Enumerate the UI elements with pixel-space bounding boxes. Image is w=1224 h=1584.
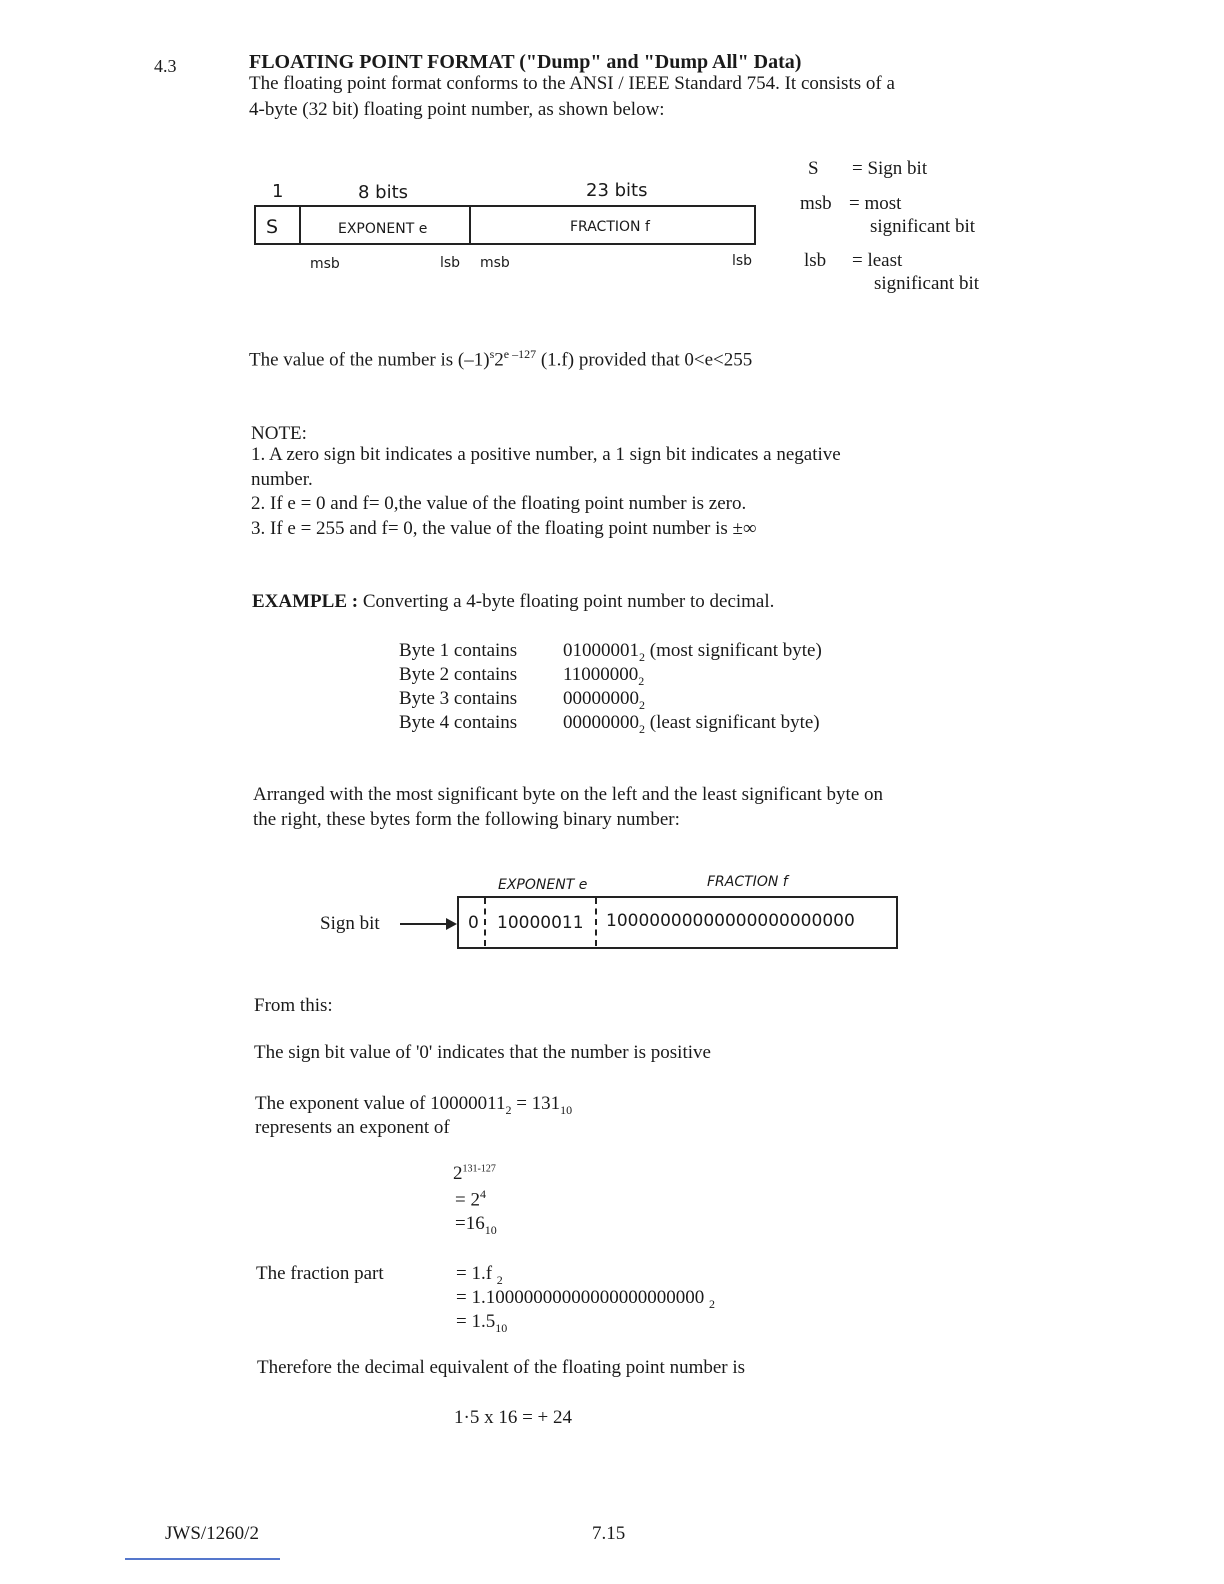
legend-key: msb xyxy=(800,193,832,214)
byte-value: $11000000_2$ xyxy=(563,664,645,688)
fraction-value: 10000000000000000000000 xyxy=(606,911,855,931)
legend-key: S xyxy=(808,158,819,179)
arranged-line-1: Arranged with the most significant byte on the left and the least significant byte on xyxy=(253,784,884,805)
fraction-width: 23 bits xyxy=(586,180,648,201)
exp-calc-3: $=16_{10}$ xyxy=(455,1213,497,1237)
fraction-calc-1: = 1.f $_2$ xyxy=(456,1263,503,1287)
byte-value: $00000000_2$ (least significant byte) xyxy=(563,712,820,736)
note-title: NOTE: xyxy=(251,423,307,444)
exp-calc-2: = $2^4$ xyxy=(455,1187,486,1211)
legend-value: = Sign bit xyxy=(852,158,928,179)
frac-msb: msb xyxy=(480,255,510,271)
note-item: 1. A zero sign bit indicates a positive number, a 1 sign bit indicates a negative xyxy=(251,444,841,465)
sign-explanation: The sign bit value of '0' indicates that the number is positive xyxy=(254,1042,711,1063)
intro-line-1: The floating point format conforms to the ANSI / IEEE Standard 754. It consists of a xyxy=(249,73,895,94)
result: 1·5 x 16 = + 24 xyxy=(454,1407,573,1428)
example-heading: EXAMPLE : Converting a 4-byte floating point number to decimal. xyxy=(252,591,775,612)
fraction-label: FRACTION f xyxy=(707,874,788,890)
legend-key: lsb xyxy=(804,250,827,271)
exponent-explanation: The exponent value of $10000011_2 = 131_{10}$ xyxy=(255,1093,573,1117)
sign-cell: S xyxy=(266,216,279,238)
frac-lsb: lsb xyxy=(732,253,753,269)
exp-lsb: lsb xyxy=(440,255,461,271)
byte-label: Byte 3 contains xyxy=(399,688,518,709)
byte-label: Byte 4 contains xyxy=(399,712,518,733)
value-formula: The value of the number is $(-1)^s2^{e -127}$ (1.f) provided that 0<e<255 xyxy=(249,347,753,371)
therefore-text: Therefore the decimal equivalent of the floating point number is xyxy=(257,1357,746,1378)
legend-value-cont: significant bit xyxy=(874,273,980,294)
exp-msb: msb xyxy=(310,256,340,272)
fraction-cell: FRACTION f xyxy=(570,219,650,235)
note-item: 3. If e = 255 and f= 0, the value of the floating point number is ±∞ xyxy=(251,518,757,539)
legend-value: = most xyxy=(849,193,902,214)
arranged-line-2: the right, these bytes form the following binary number: xyxy=(253,809,680,830)
byte-value: $01000001_2$ (most significant byte) xyxy=(563,640,822,664)
note-item: 2. If e = 0 and f= 0,the value of the floating point number is zero. xyxy=(251,493,747,514)
note-item: number. xyxy=(251,469,313,490)
exponent-label: EXPONENT e xyxy=(498,877,588,893)
byte-label: Byte 2 contains xyxy=(399,664,518,685)
legend-value-cont: significant bit xyxy=(870,216,976,237)
fraction-calc-3: = $1.5_{10}$ xyxy=(456,1311,508,1335)
byte-value: $00000000_2$ xyxy=(563,688,645,712)
exp-calc-1: 2$^{131-127}$ xyxy=(453,1163,496,1184)
exponent-value: 10000011 xyxy=(497,913,584,933)
sign-bit-label: Sign bit xyxy=(320,913,380,934)
legend-value: = least xyxy=(852,250,903,271)
arrow-icon xyxy=(400,923,450,925)
exponent-cell: EXPONENT e xyxy=(338,221,428,237)
exponent-explanation-2: represents an exponent of xyxy=(255,1117,450,1138)
sign-width: 1 xyxy=(272,181,284,202)
fraction-calc-2: = 1.10000000000000000000000 $_2$ xyxy=(456,1287,715,1311)
footer-page-number: 7.15 xyxy=(592,1523,626,1544)
section-number: 4.3 xyxy=(154,56,177,76)
from-this: From this: xyxy=(254,995,333,1016)
footer-doc-id: JWS/1260/2 xyxy=(165,1523,259,1544)
byte-label: Byte 1 contains xyxy=(399,640,518,661)
sign-value: 0 xyxy=(468,913,479,933)
section-title: FLOATING POINT FORMAT ("Dump" and "Dump All" Data) xyxy=(249,51,802,73)
fraction-label-text: The fraction part xyxy=(256,1263,384,1284)
intro-line-2: 4-byte (32 bit) floating point number, as shown below: xyxy=(249,99,665,120)
exponent-width: 8 bits xyxy=(358,182,409,203)
